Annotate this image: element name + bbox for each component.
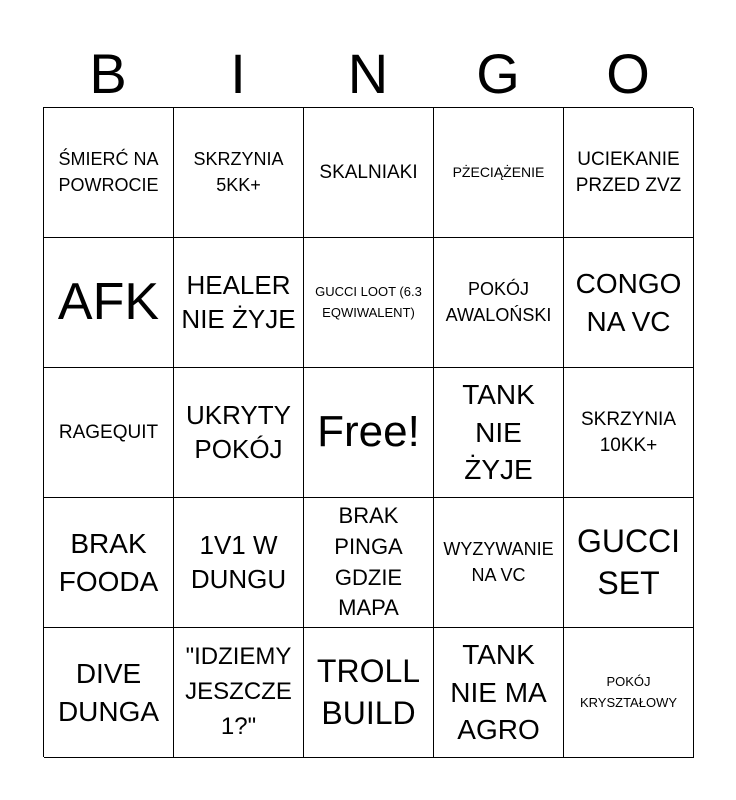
header-letter-o: O [606,42,650,105]
bingo-cell[interactable]: GUCCI SET [564,498,694,628]
bingo-cell[interactable]: ŚMIERĆ NA POWROCIE [44,108,174,238]
bingo-cell[interactable]: TANK NIE ŻYJE [434,368,564,498]
bingo-cell[interactable]: HEALER NIE ŻYJE [174,238,304,368]
bingo-cell[interactable]: TANK NIE MA AGRO [434,628,564,758]
bingo-cell[interactable]: POKÓJ KRYSZTAŁOWY [564,628,694,758]
bingo-cell[interactable]: SKRZYNIA 5KK+ [174,108,304,238]
bingo-cell[interactable]: BRAK FOODA [44,498,174,628]
header-letter-g: G [476,42,520,105]
bingo-cell[interactable]: PŻECIĄŻENIE [434,108,564,238]
bingo-cell[interactable]: GUCCI LOOT (6.3 EQWIWALENT) [304,238,434,368]
bingo-cell[interactable]: Free! [304,368,434,498]
bingo-cell[interactable]: TROLL BUILD [304,628,434,758]
header-letter-i: I [230,42,246,105]
bingo-cell[interactable]: RAGEQUIT [44,368,174,498]
bingo-cell[interactable]: DIVE DUNGA [44,628,174,758]
bingo-cell[interactable]: AFK [44,238,174,368]
bingo-cell[interactable]: POKÓJ AWALOŃSKI [434,238,564,368]
bingo-cell[interactable]: 1V1 W DUNGU [174,498,304,628]
bingo-cell[interactable]: BRAK PINGA GDZIE MAPA [304,498,434,628]
header-letter-b: B [89,42,127,105]
bingo-cell[interactable]: "IDZIEMY JESZCZE 1?" [174,628,304,758]
bingo-cell[interactable]: CONGO NA VC [564,238,694,368]
bingo-header [43,40,693,108]
bingo-cell[interactable]: UKRYTY POKÓJ [174,368,304,498]
bingo-cell[interactable]: SKALNIAKI [304,108,434,238]
header-letter-n: N [347,42,389,105]
bingo-board [43,107,693,757]
bingo-cell[interactable]: WYZYWANIE NA VC [434,498,564,628]
bingo-cell[interactable]: SKRZYNIA 10KK+ [564,368,694,498]
bingo-cell[interactable]: UCIEKANIE PRZED ZVZ [564,108,694,238]
